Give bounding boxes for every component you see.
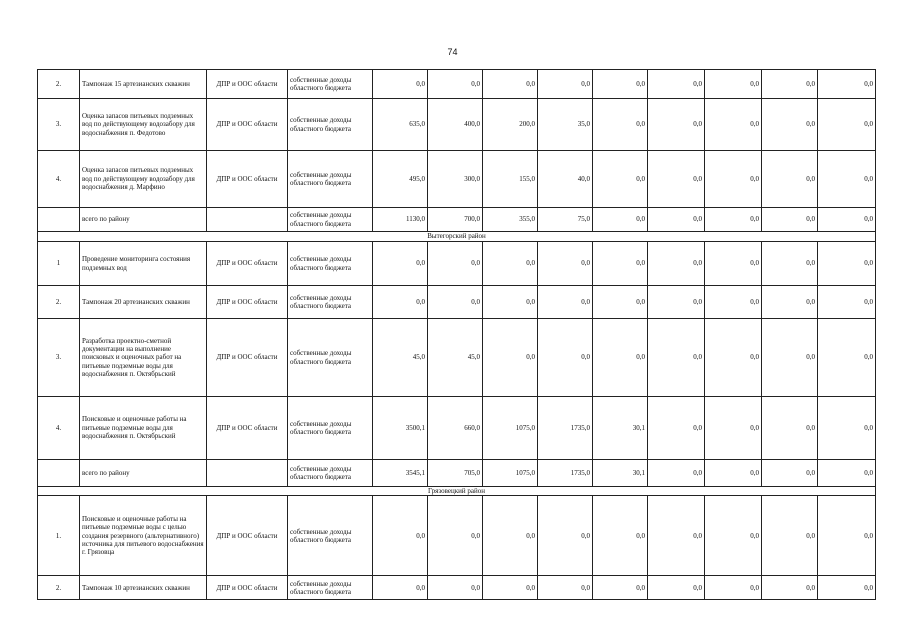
table-body <box>38 70 876 600</box>
funding-source-cell: собственные доходы областного бюджета <box>288 576 373 600</box>
row-number-cell: 1. <box>38 496 80 576</box>
amount-cell: 0,0 <box>705 460 762 487</box>
amount-cell: 0,0 <box>705 208 762 232</box>
row-number-cell: 2. <box>38 576 80 600</box>
amount-cell: 0,0 <box>483 242 538 286</box>
table-row <box>38 151 876 208</box>
amount-cell: 0,0 <box>648 576 705 600</box>
executor-cell: ДПР и ООС области <box>207 99 288 151</box>
amount-cell: 635,0 <box>373 99 428 151</box>
district-header-row <box>38 232 876 242</box>
row-number-cell: 3. <box>38 99 80 151</box>
amount-cell: 0,0 <box>373 496 428 576</box>
amount-cell: 0,0 <box>648 242 705 286</box>
amount-cell: 1130,0 <box>373 208 428 232</box>
amount-cell: 0,0 <box>818 576 876 600</box>
amount-cell: 0,0 <box>483 70 538 99</box>
amount-cell: 35,0 <box>538 99 593 151</box>
page-number: 74 <box>447 47 458 57</box>
table-row <box>38 242 876 286</box>
funding-source-cell: собственные доходы областного бюджета <box>288 319 373 397</box>
amount-cell: 0,0 <box>818 151 876 208</box>
amount-cell: 200,0 <box>483 99 538 151</box>
measure-name-cell: Оценка запасов питьевых подземных вод по действующему водозабору для водоснабжения п. Федотово <box>80 99 207 151</box>
amount-cell: 1735,0 <box>538 397 593 460</box>
amount-cell: 0,0 <box>648 460 705 487</box>
amount-cell: 0,0 <box>483 286 538 319</box>
amount-cell: 0,0 <box>593 576 648 600</box>
funding-source-cell: собственные доходы областного бюджета <box>288 286 373 319</box>
district-header-row <box>38 487 876 496</box>
table-row <box>38 70 876 99</box>
amount-cell: 0,0 <box>762 576 818 600</box>
amount-cell: 0,0 <box>593 208 648 232</box>
amount-cell: 0,0 <box>705 576 762 600</box>
table-row <box>38 576 876 600</box>
amount-cell: 400,0 <box>428 99 483 151</box>
amount-cell: 0,0 <box>818 286 876 319</box>
row-number-cell <box>38 208 80 232</box>
amount-cell: 0,0 <box>705 397 762 460</box>
amount-cell: 0,0 <box>818 397 876 460</box>
amount-cell: 0,0 <box>593 286 648 319</box>
amount-cell: 0,0 <box>762 70 818 99</box>
amount-cell: 0,0 <box>538 319 593 397</box>
amount-cell: 0,0 <box>762 319 818 397</box>
amount-cell: 0,0 <box>762 397 818 460</box>
amount-cell: 0,0 <box>762 242 818 286</box>
amount-cell: 0,0 <box>705 99 762 151</box>
amount-cell: 0,0 <box>648 208 705 232</box>
amount-cell: 0,0 <box>648 70 705 99</box>
amount-cell: 0,0 <box>538 286 593 319</box>
amount-cell: 0,0 <box>818 319 876 397</box>
funding-source-cell: собственные доходы областного бюджета <box>288 151 373 208</box>
amount-cell: 1075,0 <box>483 460 538 487</box>
amount-cell: 45,0 <box>428 319 483 397</box>
row-number-cell: 4. <box>38 397 80 460</box>
amount-cell: 0,0 <box>648 99 705 151</box>
executor-cell: ДПР и ООС области <box>207 242 288 286</box>
measure-name-cell: Тампонаж 10 артезианских скважин <box>80 576 207 600</box>
table-row <box>38 319 876 397</box>
amount-cell: 0,0 <box>428 70 483 99</box>
measure-name-cell: Тампонаж 20 артезианских скважин <box>80 286 207 319</box>
amount-cell: 0,0 <box>593 70 648 99</box>
amount-cell: 355,0 <box>483 208 538 232</box>
amount-cell: 0,0 <box>648 496 705 576</box>
amount-cell: 0,0 <box>705 319 762 397</box>
amount-cell: 0,0 <box>593 151 648 208</box>
amount-cell: 0,0 <box>818 99 876 151</box>
amount-cell: 0,0 <box>538 70 593 99</box>
amount-cell: 0,0 <box>762 460 818 487</box>
amount-cell: 45,0 <box>373 319 428 397</box>
amount-cell: 705,0 <box>428 460 483 487</box>
amount-cell: 0,0 <box>428 576 483 600</box>
executor-cell: ДПР и ООС области <box>207 70 288 99</box>
amount-cell: 3545,1 <box>373 460 428 487</box>
amount-cell: 0,0 <box>648 151 705 208</box>
executor-cell <box>207 208 288 232</box>
amount-cell: 0,0 <box>483 496 538 576</box>
amount-cell: 40,0 <box>538 151 593 208</box>
funding-source-cell: собственные доходы областного бюджета <box>288 460 373 487</box>
amount-cell: 0,0 <box>705 151 762 208</box>
amount-cell: 1075,0 <box>483 397 538 460</box>
amount-cell: 0,0 <box>428 242 483 286</box>
amount-cell: 0,0 <box>428 286 483 319</box>
row-number-cell: 2. <box>38 286 80 319</box>
amount-cell: 1735,0 <box>538 460 593 487</box>
executor-cell: ДПР и ООС области <box>207 319 288 397</box>
row-number-cell: 3. <box>38 319 80 397</box>
amount-cell: 30,1 <box>593 397 648 460</box>
amount-cell: 0,0 <box>818 460 876 487</box>
executor-cell <box>207 460 288 487</box>
amount-cell: 75,0 <box>538 208 593 232</box>
row-number-cell: 2. <box>38 70 80 99</box>
amount-cell: 0,0 <box>705 496 762 576</box>
funding-source-cell: собственные доходы областного бюджета <box>288 397 373 460</box>
amount-cell: 0,0 <box>818 242 876 286</box>
measure-name-cell: Оценка запасов питьевых подземных вод по действующему водозабору для водоснабжения д. Марфино <box>80 151 207 208</box>
funding-source-cell: собственные доходы областного бюджета <box>288 242 373 286</box>
amount-cell: 495,0 <box>373 151 428 208</box>
amount-cell: 660,0 <box>428 397 483 460</box>
funding-source-cell: собственные доходы областного бюджета <box>288 496 373 576</box>
amount-cell: 0,0 <box>538 576 593 600</box>
measure-name-cell: Тампонаж 15 артезианских скважин <box>80 70 207 99</box>
measure-name-cell: Разработка проектно-сметной документации на выполнение поисковых и оценочных работ на питьевые подземные воды для водоснабжения п. Октябрьский <box>80 319 207 397</box>
row-number-cell: 4. <box>38 151 80 208</box>
amount-cell: 0,0 <box>538 242 593 286</box>
amount-cell: 0,0 <box>373 70 428 99</box>
table-row <box>38 286 876 319</box>
row-number-cell: 1 <box>38 242 80 286</box>
table-row <box>38 496 876 576</box>
measure-name-cell: Поисковые и оценочные работы на питьевые подземные воды для водоснабжения п. Октябрьский <box>80 397 207 460</box>
executor-cell: ДПР и ООС области <box>207 151 288 208</box>
amount-cell: 0,0 <box>373 576 428 600</box>
executor-cell: ДПР и ООС области <box>207 397 288 460</box>
amount-cell: 0,0 <box>593 242 648 286</box>
amount-cell: 0,0 <box>762 151 818 208</box>
funding-source-cell: собственные доходы областного бюджета <box>288 99 373 151</box>
amount-cell: 0,0 <box>818 70 876 99</box>
amount-cell: 0,0 <box>483 319 538 397</box>
table-row-total <box>38 208 876 232</box>
amount-cell: 0,0 <box>593 496 648 576</box>
measure-name-cell: всего по району <box>80 460 207 487</box>
amount-cell: 0,0 <box>705 70 762 99</box>
amount-cell: 0,0 <box>762 99 818 151</box>
amount-cell: 0,0 <box>593 99 648 151</box>
amount-cell: 3500,1 <box>373 397 428 460</box>
amount-cell: 0,0 <box>648 286 705 319</box>
amount-cell: 0,0 <box>818 208 876 232</box>
amount-cell: 0,0 <box>705 242 762 286</box>
amount-cell: 0,0 <box>428 496 483 576</box>
amount-cell: 0,0 <box>762 286 818 319</box>
measure-name-cell: Проведение мониторинга состояния подземных вод <box>80 242 207 286</box>
amount-cell: 0,0 <box>705 286 762 319</box>
amount-cell: 700,0 <box>428 208 483 232</box>
amount-cell: 0,0 <box>483 576 538 600</box>
amount-cell: 0,0 <box>762 208 818 232</box>
district-name: Грязовецкий район <box>38 487 876 496</box>
funding-source-cell: собственные доходы областного бюджета <box>288 70 373 99</box>
amount-cell: 30,1 <box>593 460 648 487</box>
measure-name-cell: всего по району <box>80 208 207 232</box>
amount-cell: 0,0 <box>648 397 705 460</box>
row-number-cell <box>38 460 80 487</box>
measure-name-cell: Поисковые и оценочные работы на питьевые подземные воды с целью создания резервного (альтернативного) источника для питьевого водоснабжения г. Грязовца <box>80 496 207 576</box>
amount-cell: 0,0 <box>538 496 593 576</box>
amount-cell: 0,0 <box>373 286 428 319</box>
amount-cell: 0,0 <box>373 242 428 286</box>
amount-cell: 0,0 <box>593 319 648 397</box>
amount-cell: 300,0 <box>428 151 483 208</box>
amount-cell: 155,0 <box>483 151 538 208</box>
funding-source-cell: собственные доходы областного бюджета <box>288 208 373 232</box>
budget-table <box>37 69 876 600</box>
executor-cell: ДПР и ООС области <box>207 576 288 600</box>
table-row-total <box>38 460 876 487</box>
amount-cell: 0,0 <box>648 319 705 397</box>
executor-cell: ДПР и ООС области <box>207 496 288 576</box>
district-name: Вытегорский район <box>38 232 876 242</box>
table-row <box>38 99 876 151</box>
executor-cell: ДПР и ООС области <box>207 286 288 319</box>
table-row <box>38 397 876 460</box>
amount-cell: 0,0 <box>762 496 818 576</box>
amount-cell: 0,0 <box>818 496 876 576</box>
